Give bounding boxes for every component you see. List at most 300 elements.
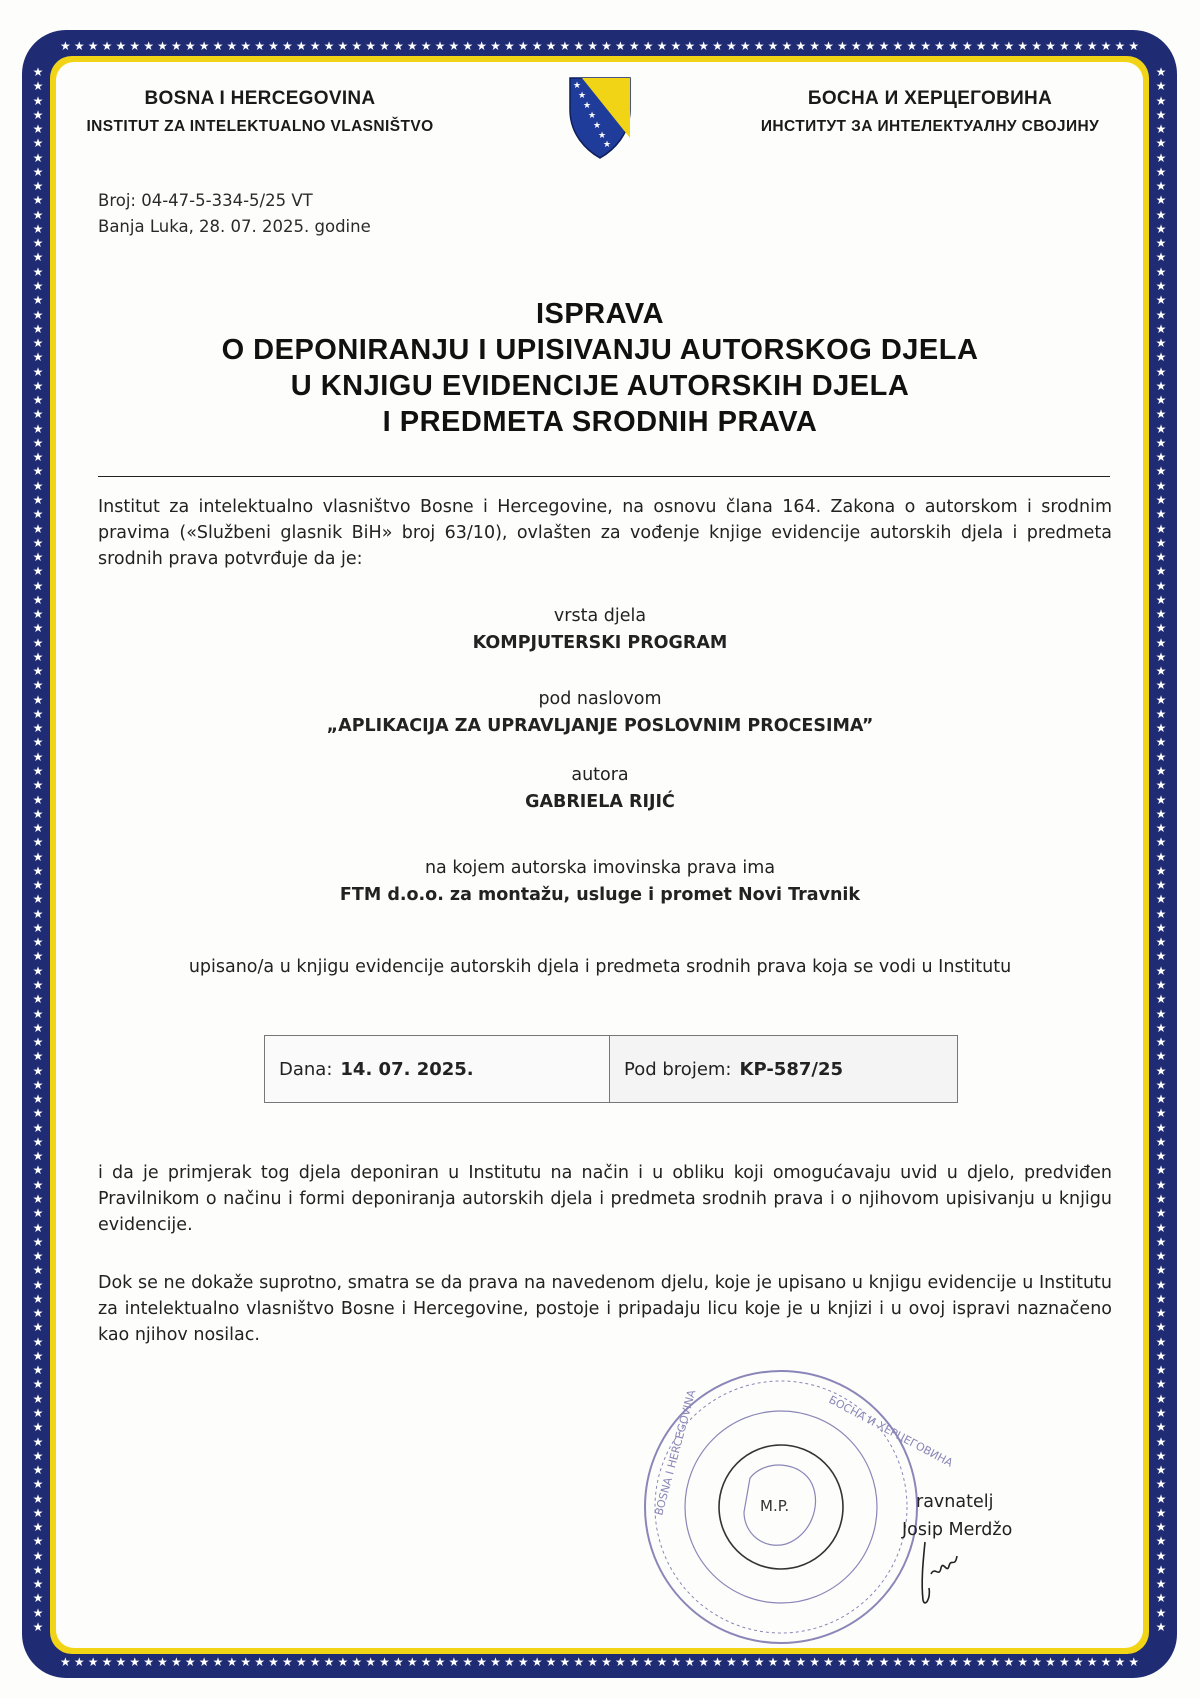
reference-block (98, 188, 371, 240)
frame-star-icon: ★ (32, 1092, 44, 1107)
frame-star-icon: ★ (420, 1655, 432, 1669)
frame-star-icon: ★ (1155, 821, 1167, 836)
frame-star-icon: ★ (1155, 1106, 1167, 1121)
frame-star-icon: ★ (32, 450, 44, 465)
frame-star-icon: ★ (157, 1655, 168, 1669)
frame-star-icon: ★ (32, 835, 44, 850)
frame-star-icon: ★ (767, 1655, 779, 1669)
frame-star-icon: ★ (32, 863, 44, 878)
frame-star-icon: ★ (32, 278, 44, 293)
frame-star-icon: ★ (32, 978, 44, 992)
frame-star-icon: ★ (1155, 635, 1167, 650)
frame-star-icon: ★ (906, 39, 918, 53)
signatory-name: Josip Merdžo (902, 1520, 1013, 1540)
frame-star-icon: ★ (1155, 264, 1167, 279)
frame-star-icon: ★ (1155, 207, 1167, 222)
frame-star-icon: ★ (254, 39, 266, 53)
frame-star-icon: ★ (32, 821, 44, 836)
frame-star-icon: ★ (32, 1063, 44, 1078)
frame-star-icon: ★ (32, 293, 44, 308)
frame-star-icon: ★ (1155, 521, 1167, 536)
frame-star-icon: ★ (32, 1177, 44, 1192)
frame-star-icon: ★ (1017, 39, 1029, 53)
svg-text:БОСНА И ХЕРЦЕГОВИНА: БОСНА И ХЕРЦЕГОВИНА (826, 1393, 955, 1470)
frame-star-icon: ★ (32, 1006, 44, 1021)
svg-text:★: ★ (598, 131, 607, 141)
frame-star-icon: ★ (1155, 1063, 1167, 1078)
frame-star-icon: ★ (1155, 1334, 1167, 1349)
frame-star-icon: ★ (32, 735, 44, 750)
frame-star-icon: ★ (351, 1655, 363, 1669)
work-type-label: vrsta djela (553, 606, 647, 626)
frame-star-icon: ★ (32, 1377, 44, 1392)
frame-star-icon: ★ (337, 1655, 349, 1669)
frame-star-icon: ★ (1155, 920, 1167, 935)
frame-star-icon: ★ (615, 39, 626, 53)
frame-star-icon: ★ (32, 193, 44, 208)
frame-star-icon: ★ (1155, 1477, 1167, 1492)
frame-star-icon: ★ (295, 39, 307, 53)
frame-star-icon: ★ (656, 39, 668, 53)
frame-star-icon: ★ (32, 1306, 44, 1321)
frame-star-icon: ★ (1100, 1655, 1112, 1669)
frame-star-icon: ★ (850, 1655, 862, 1669)
frame-star-icon: ★ (462, 1655, 474, 1669)
frame-star-icon: ★ (32, 1035, 44, 1050)
frame-star-icon: ★ (32, 892, 44, 907)
frame-star-icon: ★ (129, 1655, 141, 1669)
frame-star-icon: ★ (989, 1655, 1001, 1669)
frame-star-icon: ★ (32, 678, 44, 693)
frame-star-icon: ★ (1155, 79, 1167, 94)
frame-star-icon: ★ (32, 407, 44, 422)
frame-star-icon: ★ (1155, 179, 1167, 194)
frame-star-icon: ★ (1155, 307, 1167, 322)
frame-star-icon: ★ (948, 1655, 959, 1669)
frame-star-icon: ★ (573, 39, 585, 53)
frame-star-icon: ★ (32, 792, 44, 807)
frame-star-icon: ★ (975, 1655, 987, 1669)
frame-star-icon: ★ (282, 1655, 293, 1669)
frame-star-icon: ★ (73, 39, 85, 53)
frame-star-icon: ★ (1155, 1249, 1167, 1264)
frame-star-icon: ★ (32, 1220, 44, 1235)
author-label: autora (571, 765, 629, 785)
frame-star-icon: ★ (864, 39, 876, 53)
coat-of-arms-icon (566, 76, 634, 160)
frame-star-icon: ★ (393, 39, 404, 53)
frame-star-icon: ★ (906, 1655, 918, 1669)
frame-star-icon: ★ (1155, 878, 1167, 893)
frame-star-icon: ★ (101, 39, 113, 53)
frame-star-icon: ★ (32, 364, 44, 379)
frame-star-icon: ★ (32, 1505, 44, 1520)
frame-star-icon: ★ (171, 39, 182, 53)
frame-star-icon: ★ (32, 963, 44, 978)
frame-star-icon: ★ (1155, 1491, 1167, 1506)
frame-star-icon: ★ (32, 664, 44, 679)
frame-star-icon: ★ (448, 1655, 460, 1669)
frame-star-icon: ★ (781, 39, 793, 53)
frame-star-icon: ★ (351, 39, 363, 53)
frame-star-icon: ★ (32, 207, 44, 222)
frame-star-icon: ★ (32, 592, 44, 607)
frame-star-icon: ★ (1072, 1655, 1084, 1669)
frame-star-icon: ★ (1155, 1548, 1167, 1563)
frame-star-icon: ★ (32, 1291, 44, 1306)
frame-star-icon: ★ (1031, 39, 1043, 53)
frame-stars-top (60, 36, 1140, 56)
frame-star-icon: ★ (254, 1655, 266, 1669)
frame-star-icon: ★ (1045, 1655, 1056, 1669)
country-name-cyrillic: БОСНА И ХЕРЦЕГОВИНА (807, 88, 1053, 109)
frame-star-icon: ★ (601, 1655, 612, 1669)
registration-date-value: 14. 07. 2025. (340, 1058, 474, 1080)
header-cyrillic (720, 88, 1140, 136)
frame-star-icon: ★ (32, 935, 44, 950)
frame-star-icon: ★ (1155, 835, 1167, 850)
frame-star-icon: ★ (32, 1562, 44, 1577)
work-type-block (100, 603, 1100, 657)
frame-star-icon: ★ (1155, 421, 1167, 436)
registration-number-value: KP-587/25 (739, 1058, 843, 1080)
frame-star-icon: ★ (1155, 1320, 1167, 1335)
handwritten-signature (905, 1538, 965, 1608)
frame-star-icon: ★ (212, 1655, 224, 1669)
frame-star-icon: ★ (1155, 1420, 1167, 1435)
frame-star-icon: ★ (1155, 749, 1167, 764)
title-divider (98, 476, 1110, 477)
frame-star-icon: ★ (823, 39, 834, 53)
frame-star-icon: ★ (60, 39, 71, 53)
frame-star-icon: ★ (32, 607, 44, 622)
frame-star-icon: ★ (1155, 278, 1167, 293)
frame-star-icon: ★ (32, 1477, 44, 1492)
frame-star-icon: ★ (1155, 706, 1167, 721)
frame-star-icon: ★ (32, 564, 44, 579)
frame-star-icon: ★ (212, 39, 224, 53)
frame-star-icon: ★ (32, 1163, 44, 1178)
frame-star-icon: ★ (32, 706, 44, 721)
frame-star-icon: ★ (184, 39, 196, 53)
frame-star-icon: ★ (1155, 478, 1167, 493)
frame-star-icon: ★ (32, 1277, 44, 1292)
rights-holder-block (100, 855, 1100, 909)
frame-star-icon: ★ (1155, 1363, 1167, 1378)
frame-star-icon: ★ (143, 1655, 155, 1669)
frame-star-icon: ★ (32, 1605, 44, 1620)
frame-star-icon: ★ (1128, 39, 1140, 53)
frame-star-icon: ★ (1155, 1619, 1167, 1634)
frame-star-icon: ★ (1155, 393, 1167, 408)
frame-star-icon: ★ (1155, 1405, 1167, 1420)
frame-star-icon: ★ (934, 1655, 945, 1669)
frame-star-icon: ★ (531, 39, 543, 53)
frame-star-icon: ★ (129, 39, 141, 53)
frame-star-icon: ★ (32, 1577, 44, 1592)
frame-star-icon: ★ (1155, 849, 1167, 864)
frame-star-icon: ★ (656, 1655, 668, 1669)
frame-star-icon: ★ (767, 39, 779, 53)
frame-star-icon: ★ (365, 1655, 377, 1669)
frame-star-icon: ★ (1155, 164, 1167, 179)
frame-star-icon: ★ (1155, 1391, 1167, 1406)
frame-star-icon: ★ (850, 39, 862, 53)
frame-star-icon: ★ (1003, 1655, 1015, 1669)
frame-star-icon: ★ (184, 1655, 196, 1669)
frame-star-icon: ★ (32, 1391, 44, 1406)
frame-star-icon: ★ (32, 1334, 44, 1349)
work-title-value: „APLIKACIJA ZA UPRAVLJANJE POSLOVNIM PROCESIMA” (326, 716, 874, 736)
frame-star-icon: ★ (1155, 1605, 1167, 1620)
frame-star-icon: ★ (1155, 1077, 1167, 1092)
frame-star-icon: ★ (1155, 1277, 1167, 1292)
frame-star-icon: ★ (1155, 678, 1167, 693)
frame-star-icon: ★ (490, 39, 501, 53)
frame-star-icon: ★ (32, 107, 44, 122)
frame-star-icon: ★ (32, 136, 44, 151)
frame-star-icon: ★ (115, 39, 127, 53)
frame-star-icon: ★ (282, 39, 293, 53)
frame-star-icon: ★ (32, 920, 44, 935)
frame-star-icon: ★ (1155, 1020, 1167, 1035)
frame-star-icon: ★ (1155, 806, 1167, 821)
frame-star-icon: ★ (1155, 949, 1167, 964)
frame-star-icon: ★ (1155, 978, 1167, 992)
frame-star-icon: ★ (545, 1655, 557, 1669)
frame-star-icon: ★ (32, 236, 44, 251)
frame-star-icon: ★ (434, 39, 446, 53)
frame-stars-bottom (60, 1652, 1140, 1672)
frame-star-icon: ★ (32, 1249, 44, 1264)
frame-star-icon: ★ (753, 1655, 765, 1669)
frame-star-icon: ★ (1155, 464, 1167, 479)
header-latin (50, 88, 470, 136)
frame-star-icon: ★ (32, 350, 44, 365)
frame-star-icon: ★ (1155, 450, 1167, 465)
frame-star-icon: ★ (1155, 1049, 1167, 1064)
frame-star-icon: ★ (628, 1655, 640, 1669)
svg-text:★: ★ (573, 81, 582, 91)
frame-star-icon: ★ (1155, 336, 1167, 351)
frame-star-icon: ★ (32, 1520, 44, 1535)
frame-star-icon: ★ (1045, 39, 1056, 53)
frame-star-icon: ★ (32, 492, 44, 507)
frame-star-icon: ★ (157, 39, 168, 53)
frame-star-icon: ★ (32, 521, 44, 536)
frame-star-icon: ★ (920, 1655, 932, 1669)
frame-star-icon: ★ (32, 578, 44, 593)
frame-star-icon: ★ (739, 1655, 751, 1669)
frame-star-icon: ★ (809, 1655, 821, 1669)
frame-star-icon: ★ (795, 39, 807, 53)
frame-star-icon: ★ (1155, 764, 1167, 779)
frame-star-icon: ★ (837, 39, 848, 53)
frame-star-icon: ★ (32, 949, 44, 964)
frame-star-icon: ★ (878, 39, 890, 53)
frame-star-icon: ★ (87, 39, 99, 53)
frame-star-icon: ★ (32, 378, 44, 393)
frame-star-icon: ★ (1155, 1534, 1167, 1549)
frame-star-icon: ★ (684, 39, 696, 53)
svg-text:★: ★ (583, 101, 592, 111)
frame-star-icon: ★ (1155, 507, 1167, 522)
frame-star-icon: ★ (406, 1655, 418, 1669)
frame-star-icon: ★ (32, 1548, 44, 1563)
frame-star-icon: ★ (32, 250, 44, 265)
frame-star-icon: ★ (1059, 1655, 1070, 1669)
frame-star-icon: ★ (490, 1655, 501, 1669)
frame-star-icon: ★ (226, 1655, 238, 1669)
frame-star-icon: ★ (517, 1655, 529, 1669)
frame-star-icon: ★ (712, 1655, 723, 1669)
frame-star-icon: ★ (32, 1320, 44, 1335)
country-name-latin: BOSNA I HERCEGOVINA (144, 88, 376, 109)
frame-star-icon: ★ (1114, 1655, 1126, 1669)
frame-star-icon: ★ (628, 39, 640, 53)
frame-star-icon: ★ (1155, 1177, 1167, 1192)
frame-star-icon: ★ (1155, 1520, 1167, 1535)
frame-star-icon: ★ (1155, 150, 1167, 165)
registration-number-cell (610, 1036, 957, 1102)
frame-star-icon: ★ (504, 39, 515, 53)
frame-star-icon: ★ (726, 1655, 737, 1669)
frame-star-icon: ★ (545, 39, 557, 53)
frame-star-icon: ★ (1155, 692, 1167, 707)
frame-star-icon: ★ (448, 39, 460, 53)
frame-star-icon: ★ (1114, 39, 1126, 53)
frame-star-icon: ★ (1155, 107, 1167, 122)
frame-star-icon: ★ (1155, 1220, 1167, 1235)
frame-star-icon: ★ (476, 39, 488, 53)
frame-star-icon: ★ (32, 1149, 44, 1164)
frame-star-icon: ★ (1100, 39, 1112, 53)
reference-number: Broj: 04-47-5-334-5/25 VT (98, 191, 313, 210)
registration-date-cell (265, 1036, 610, 1102)
frame-star-icon: ★ (1155, 1035, 1167, 1050)
work-title-label: pod naslovom (538, 689, 662, 709)
frame-star-icon: ★ (32, 321, 44, 336)
frame-star-icon: ★ (1155, 1263, 1167, 1278)
work-title-block (100, 686, 1100, 740)
frame-star-icon: ★ (1155, 792, 1167, 807)
frame-star-icon: ★ (1155, 778, 1167, 793)
frame-star-icon: ★ (642, 1655, 654, 1669)
frame-star-icon: ★ (1155, 621, 1167, 636)
frame-star-icon: ★ (1155, 1120, 1167, 1135)
frame-star-icon: ★ (823, 1655, 834, 1669)
frame-star-icon: ★ (32, 1534, 44, 1549)
frame-star-icon: ★ (143, 39, 155, 53)
frame-star-icon: ★ (87, 1655, 99, 1669)
frame-star-icon: ★ (587, 1655, 599, 1669)
frame-stars-right (1151, 66, 1171, 1634)
title-line-3: U KNJIGU EVIDENCIJE AUTORSKIH DJELA (290, 370, 910, 402)
frame-star-icon: ★ (1155, 535, 1167, 550)
frame-star-icon: ★ (1155, 1134, 1167, 1149)
title-line-4: I PREDMETA SRODNIH PRAVA (382, 406, 818, 438)
frame-star-icon: ★ (1155, 1591, 1167, 1606)
frame-star-icon: ★ (32, 93, 44, 108)
frame-star-icon: ★ (1072, 39, 1084, 53)
frame-star-icon: ★ (32, 79, 44, 94)
frame-star-icon: ★ (726, 39, 737, 53)
frame-star-icon: ★ (32, 1234, 44, 1249)
frame-star-icon: ★ (1128, 1655, 1140, 1669)
institute-name-cyrillic: ИНСТИТУТ ЗА ИНТЕЛЕКТУАЛНУ СВОЈИНУ (760, 118, 1100, 135)
frame-star-icon: ★ (32, 992, 44, 1007)
frame-star-icon: ★ (1155, 193, 1167, 208)
frame-star-icon: ★ (948, 39, 959, 53)
frame-star-icon: ★ (226, 39, 238, 53)
frame-star-icon: ★ (504, 1655, 515, 1669)
frame-star-icon: ★ (32, 635, 44, 650)
frame-star-icon: ★ (1155, 863, 1167, 878)
frame-star-icon: ★ (1155, 664, 1167, 679)
frame-star-icon: ★ (892, 39, 904, 53)
frame-star-icon: ★ (240, 39, 252, 53)
frame-star-icon: ★ (32, 464, 44, 479)
frame-star-icon: ★ (1155, 321, 1167, 336)
frame-star-icon: ★ (1155, 221, 1167, 236)
frame-star-icon: ★ (1031, 1655, 1043, 1669)
frame-star-icon: ★ (115, 1655, 127, 1669)
registered-text: upisano/a u knjigu evidencije autorskih djela i predmeta srodnih prava koja se vodi u Institutu (188, 957, 1012, 977)
author-block (100, 762, 1100, 816)
frame-star-icon: ★ (559, 1655, 571, 1669)
frame-star-icon: ★ (295, 1655, 307, 1669)
frame-star-icon: ★ (32, 1206, 44, 1221)
frame-star-icon: ★ (73, 1655, 85, 1669)
frame-star-icon: ★ (32, 1448, 44, 1463)
seal-center-text: M.P. (760, 1497, 790, 1515)
frame-star-icon: ★ (1059, 39, 1070, 53)
frame-star-icon: ★ (32, 806, 44, 821)
frame-star-icon: ★ (864, 1655, 876, 1669)
frame-star-icon: ★ (1017, 1655, 1029, 1669)
frame-star-icon: ★ (32, 1106, 44, 1121)
frame-star-icon: ★ (1155, 992, 1167, 1007)
frame-star-icon: ★ (1155, 963, 1167, 978)
frame-star-icon: ★ (1155, 906, 1167, 921)
frame-star-icon: ★ (670, 1655, 682, 1669)
frame-star-icon: ★ (32, 221, 44, 236)
frame-star-icon: ★ (1155, 1191, 1167, 1206)
frame-star-icon: ★ (934, 39, 945, 53)
frame-star-icon: ★ (32, 1120, 44, 1135)
frame-star-icon: ★ (684, 1655, 696, 1669)
frame-star-icon: ★ (1086, 39, 1098, 53)
frame-star-icon: ★ (1155, 550, 1167, 565)
frame-star-icon: ★ (1155, 122, 1167, 137)
frame-star-icon: ★ (615, 1655, 626, 1669)
frame-star-icon: ★ (32, 1405, 44, 1420)
frame-star-icon: ★ (462, 39, 474, 53)
frame-star-icon: ★ (1155, 1206, 1167, 1221)
frame-star-icon: ★ (32, 621, 44, 636)
frame-star-icon: ★ (698, 39, 710, 53)
frame-star-icon: ★ (1155, 350, 1167, 365)
frame-star-icon: ★ (32, 906, 44, 921)
frame-star-icon: ★ (642, 39, 654, 53)
frame-star-icon: ★ (559, 39, 571, 53)
registered-statement (100, 954, 1100, 980)
work-type-value: KOMPJUTERSKI PROGRAM (472, 633, 728, 653)
frame-star-icon: ★ (32, 1020, 44, 1035)
frame-star-icon: ★ (32, 1191, 44, 1206)
frame-star-icon: ★ (1155, 721, 1167, 736)
svg-text:★: ★ (578, 91, 587, 101)
